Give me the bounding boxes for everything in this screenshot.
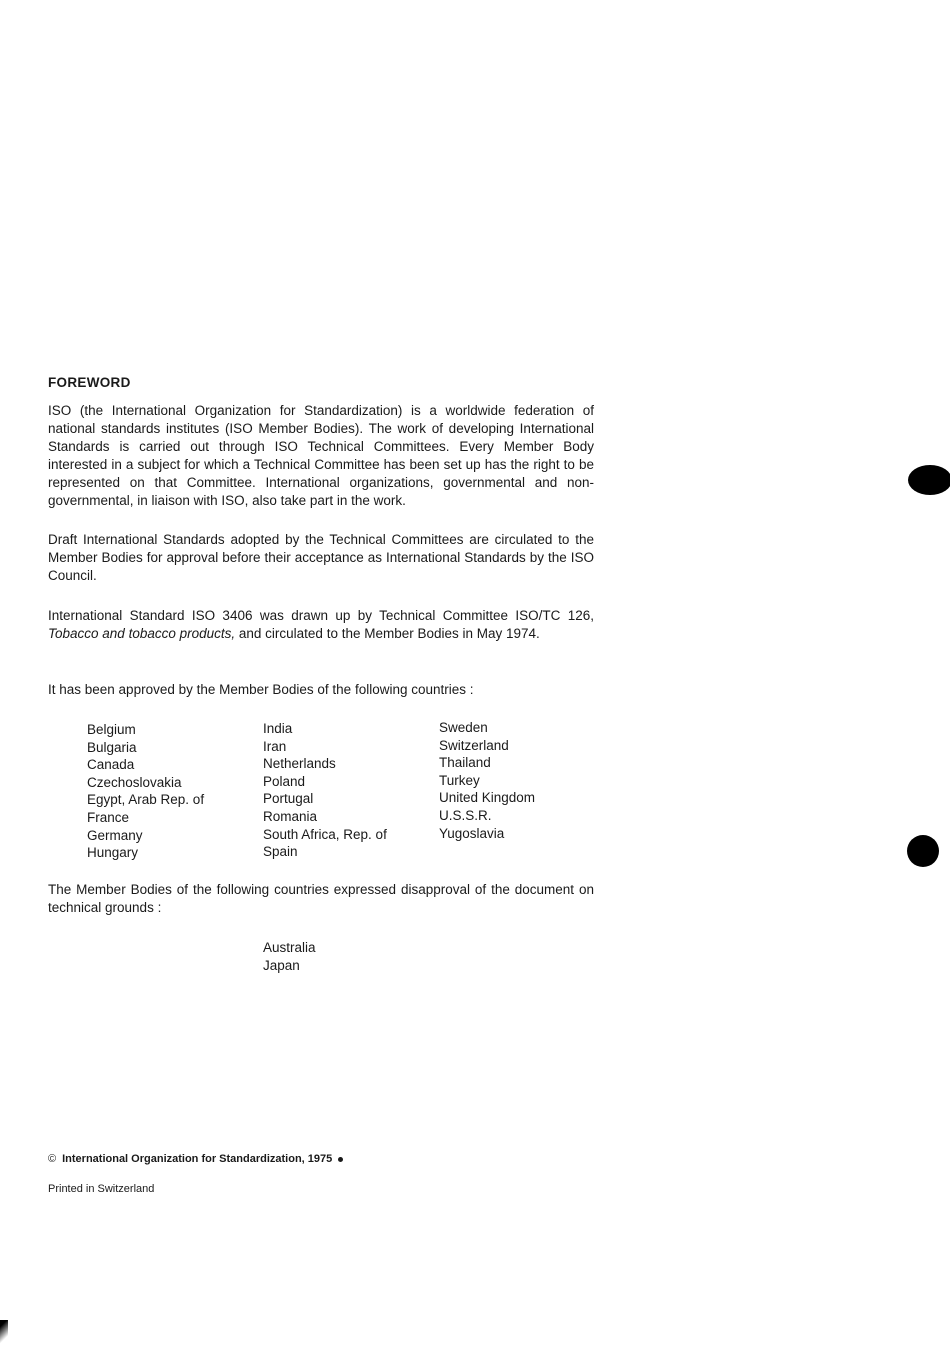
punch-hole-icon (908, 465, 950, 495)
country-item: Czechoslovakia (87, 774, 182, 790)
country-item: Australia (263, 940, 316, 955)
country-item: Poland (263, 773, 306, 789)
country-item: Turkey (439, 772, 480, 788)
copyright-symbol: © (48, 1153, 57, 1165)
foreword-heading: FOREWORD (48, 375, 131, 390)
country-item: Bulgaria (87, 739, 137, 755)
paragraph-approval: It has been approved by the Member Bodies of the following countries : (48, 682, 474, 697)
country-item: France (87, 809, 130, 825)
country-item: Yugoslavia (439, 825, 505, 841)
printed-location: Printed in Switzerland (48, 1183, 155, 1195)
country-item: Hungary (87, 845, 139, 861)
punch-hole-icon (907, 835, 939, 867)
country-item: Spain (263, 844, 298, 860)
approving-countries-col2 (263, 720, 387, 861)
country-item: Canada (87, 757, 135, 773)
country-item: Thailand (439, 755, 491, 771)
approving-countries-col3 (439, 719, 535, 842)
approving-countries-col1 (87, 721, 204, 862)
country-item: United Kingdom (439, 790, 536, 806)
bullet-icon (338, 1157, 343, 1162)
country-item: Japan (263, 957, 300, 973)
paragraph-iso-intro: ISO (the International Organization for Standardization) is a worldwide federation of national standards institutes (ISO Member Bodies). The work of developing International Standards is carried out through ISO Technical Committees. Every Member Body interested in a subject for which a Technical Committee has been set up has the right to be represented on that Committee. International organizations, governmental and non-governmental, in liaison with ISO, also take part in the work. (48, 403, 594, 508)
committee-title: Tobacco and tobacco products, (48, 626, 236, 641)
country-item: U.S.S.R. (439, 807, 492, 823)
paragraph-disapproval: The Member Bodies of the following countries expressed disapproval of the document on technical grounds : (48, 882, 594, 915)
disapproving-countries (263, 939, 316, 974)
country-item: India (263, 721, 293, 736)
country-item: Germany (87, 827, 143, 843)
paragraph-iso-3406-part1: International Standard ISO 3406 was drawn up by Technical Committee ISO/TC 126, (48, 608, 594, 623)
country-item: Switzerland (439, 737, 509, 753)
paragraph-iso-3406-part2: and circulated to the Member Bodies in May 1974. (235, 626, 540, 641)
country-item: Belgium (87, 722, 136, 737)
country-item: Portugal (263, 791, 314, 807)
country-item: Egypt, Arab Rep. of (87, 792, 205, 808)
country-item: Romania (263, 808, 318, 824)
copyright-notice (48, 1153, 343, 1165)
country-item: Netherlands (263, 756, 336, 772)
paragraph-iso-3406 (48, 607, 594, 643)
country-item: Iran (263, 738, 287, 754)
country-item: Sweden (439, 720, 488, 735)
copyright-text: International Organization for Standardization, 1975 (62, 1153, 333, 1165)
scan-edge-mark (0, 1320, 8, 1346)
country-item: South Africa, Rep. of (263, 826, 387, 842)
paragraph-draft-standards: Draft International Standards adopted by the Technical Committees are circulated to the Member Bodies for approval before their acceptance as International Standards by the ISO Council. (48, 532, 594, 583)
